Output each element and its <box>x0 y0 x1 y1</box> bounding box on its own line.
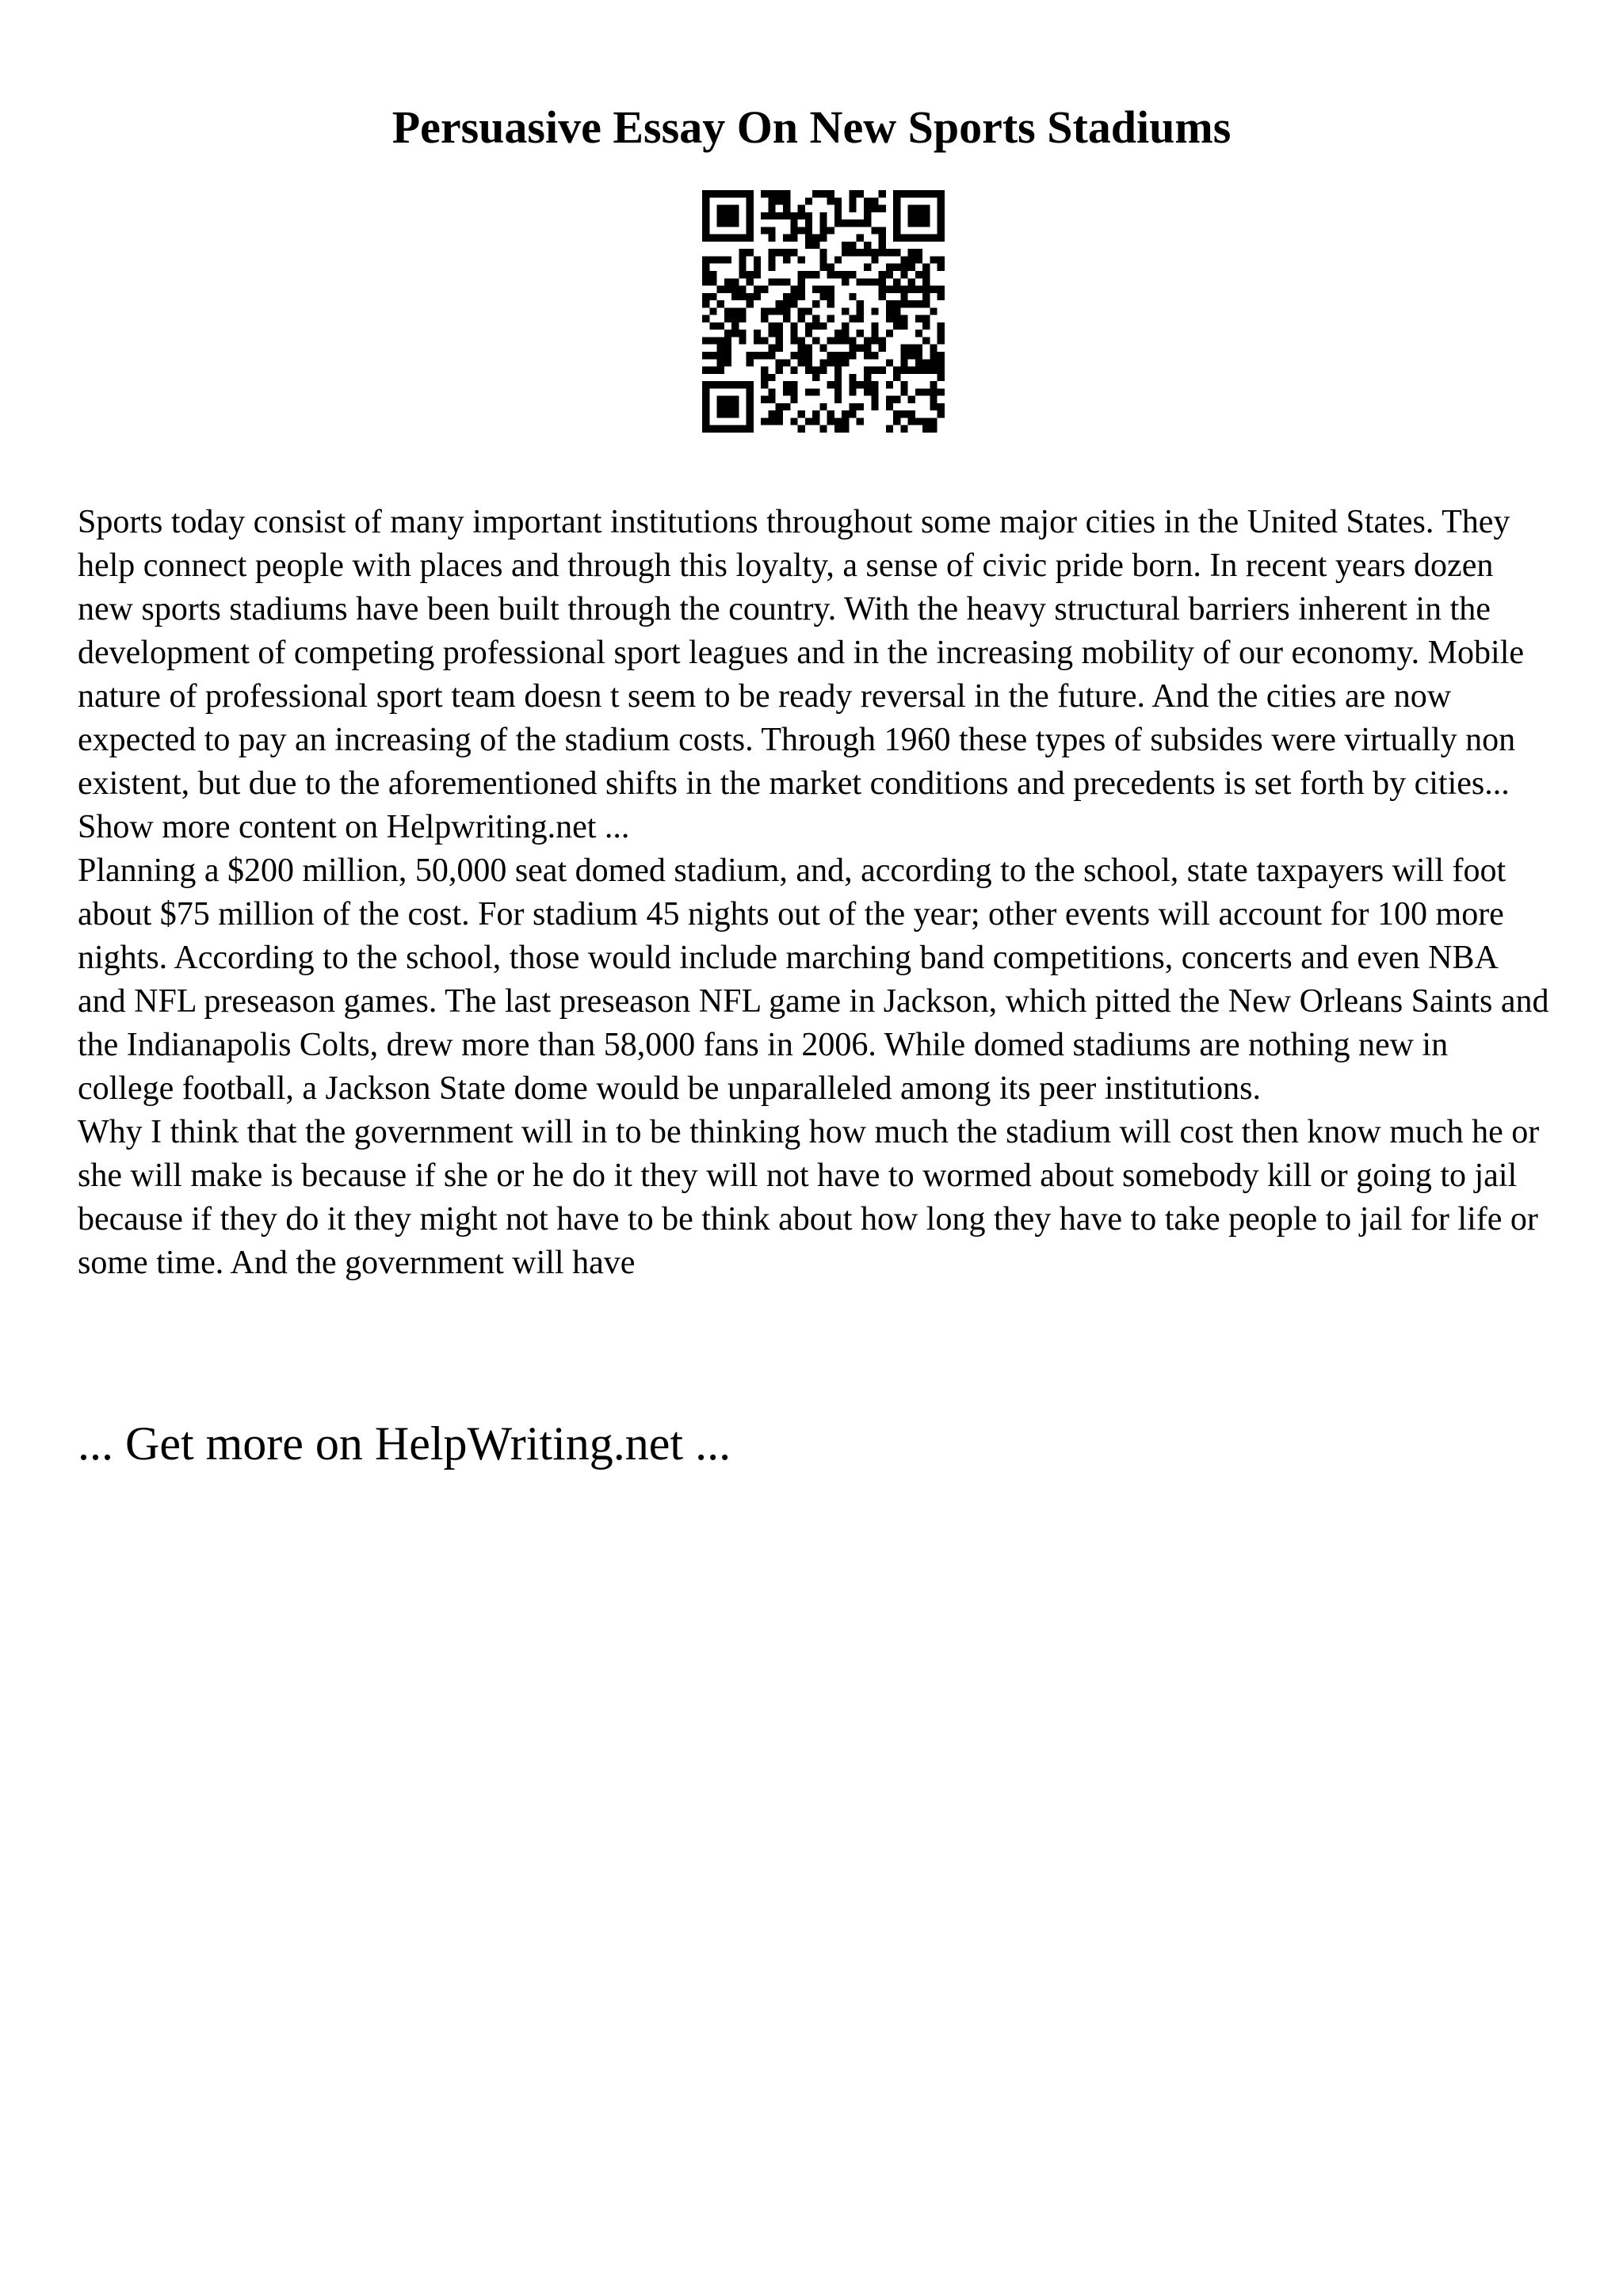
qr-code-graphic <box>702 190 945 433</box>
get-more-link[interactable]: ... Get more on HelpWriting.net ... <box>78 1417 731 1470</box>
essay-paragraph-3: Why I think that the government will in to be thinking how much the stadium will cost then know much he or she will make is because if she or he do it they will not have to wormed about somebody kill or going to jail because if they do it they might not have to be think about how long they have to take people to jail for life or some time. And the government will have <box>78 1114 1540 1281</box>
essay-paragraph-1: Sports today consist of many important institutions throughout some major cities in the United States. They help connect people with places and through this loyalty, a sense of civic pride born. In recent years dozen new sports stadiums have been built through the country. With the heavy structural barriers inherent in the development of competing professional sport leagues and in the increasing mobility of our economy. Mobile nature of professional sport team doesn t seem to be ready reversal in the future. And the cities are now expected to pay an increasing of the stadium costs. Through 1960 these types of subsides were virtually non existent, but due to the aforementioned shifts in the market conditions and precedents is set forth by cities... Show more content on Helpwriting.net ... <box>78 504 1525 845</box>
essay-body <box>78 501 1552 1285</box>
document-title: Persuasive Essay On New Sports Stadiums <box>391 101 1232 153</box>
qr-code-icon <box>702 190 945 433</box>
essay-paragraph-2: Planning a $200 million, 50,000 seat domed stadium, and, according to the school, state taxpayers will foot about $75 million of the cost. For stadium 45 nights out of the year; other events will account for 100 more nights. According to the school, those would include marching band competitions, concerts and even NBA and NFL preseason games. The last preseason NFL game in Jackson, which pitted the New Orleans Saints and the Indianapolis Colts, drew more than 58,000 fans in 2006. While domed stadiums are nothing new in college football, a Jackson State dome would be unparalleled among its peer institutions. <box>78 852 1549 1107</box>
